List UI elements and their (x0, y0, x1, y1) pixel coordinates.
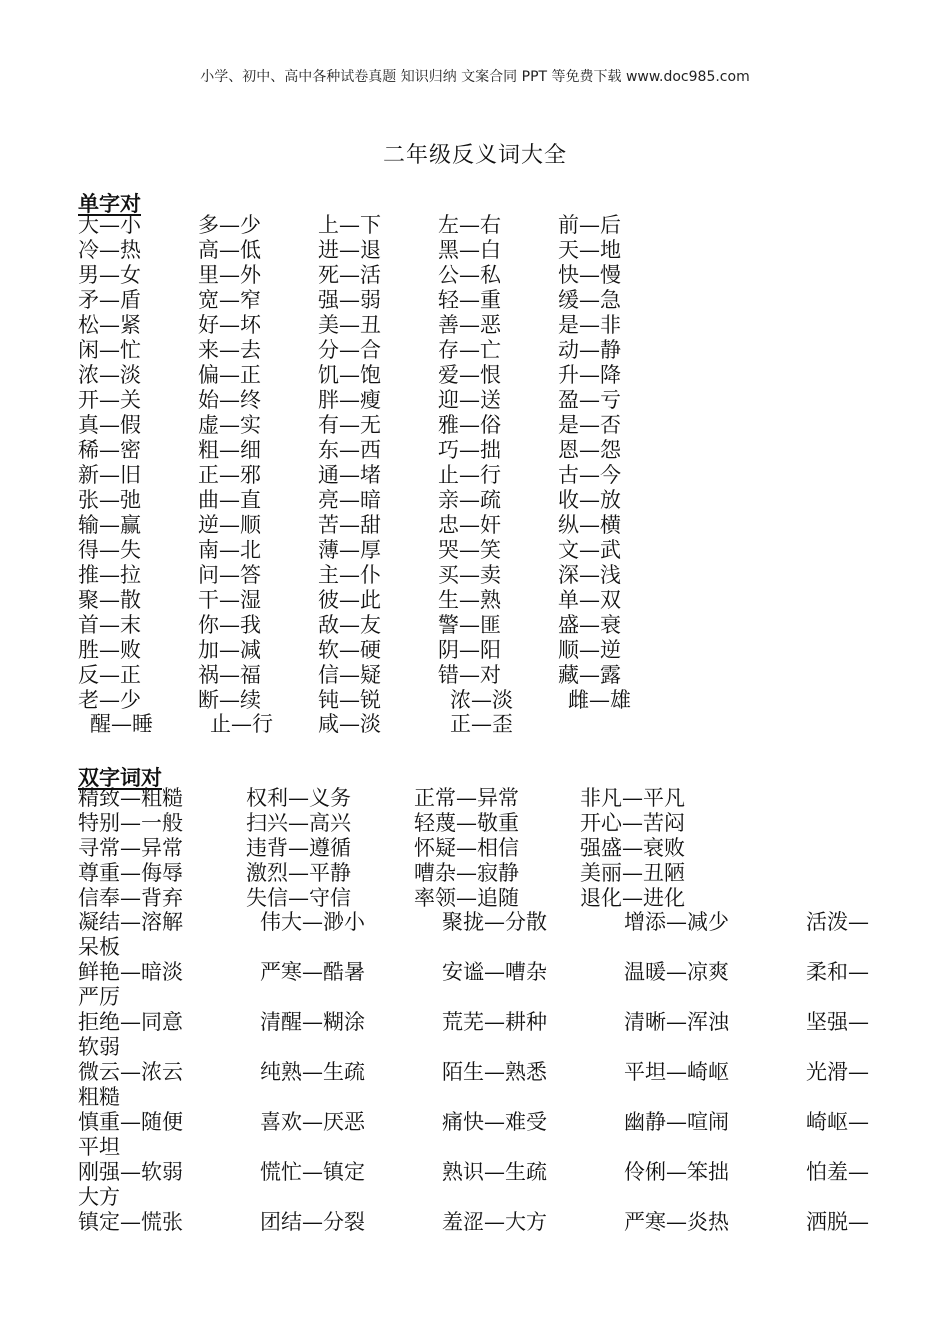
word-pair: 聚拢—分散 (442, 910, 547, 934)
word-pair: 是—非 (558, 313, 621, 337)
word-pair: 镇定—慌张 (78, 1210, 183, 1234)
section-heading-single: 单字对 (78, 191, 141, 216)
word-pair: 陌生—熟悉 (442, 1060, 547, 1084)
wrapped-word: 平坦 (78, 1135, 120, 1159)
word-pair: 问—答 (198, 563, 261, 587)
word-pair: 加—减 (198, 638, 261, 662)
word-pair: 光滑— (806, 1060, 869, 1084)
word-pair: 精致—粗糙 (78, 786, 183, 810)
word-pair: 寻常—异常 (78, 836, 183, 860)
word-pair: 清醒—糊涂 (260, 1010, 365, 1034)
word-pair: 激烈—平静 (246, 861, 351, 885)
word-pair: 失信—守信 (246, 886, 351, 910)
word-pair: 缓—急 (558, 288, 621, 312)
word-pair: 权利—义务 (246, 786, 351, 810)
word-pair: 洒脱— (806, 1210, 869, 1234)
word-pair: 清晰—浑浊 (624, 1010, 729, 1034)
word-pair: 老—少 (78, 688, 141, 712)
word-pair: 信—疑 (318, 663, 381, 687)
word-pair: 有—无 (318, 413, 381, 437)
word-pair: 鲜艳—暗淡 (78, 960, 183, 984)
word-pair: 上—下 (318, 213, 381, 237)
word-pair: 信奉—背弃 (78, 886, 183, 910)
word-pair: 彼—此 (318, 588, 381, 612)
word-pair: 胜—败 (78, 638, 141, 662)
word-pair: 崎岖— (806, 1110, 869, 1134)
word-pair: 止—行 (210, 712, 273, 736)
word-pair: 主—仆 (318, 563, 381, 587)
word-pair: 高—低 (198, 238, 261, 262)
word-pair: 苦—甜 (318, 513, 381, 537)
word-pair: 南—北 (198, 538, 261, 562)
word-pair: 伶俐—笨拙 (624, 1160, 729, 1184)
word-pair: 稀—密 (78, 438, 141, 462)
word-pair: 正常—异常 (414, 786, 519, 810)
word-pair: 轻—重 (438, 288, 501, 312)
word-pair: 坚强— (806, 1010, 869, 1034)
word-pair: 东—西 (318, 438, 381, 462)
word-pair: 藏—露 (558, 663, 621, 687)
word-pair: 死—活 (318, 263, 381, 287)
word-pair: 增添—减少 (624, 910, 729, 934)
word-pair: 雅—俗 (438, 413, 501, 437)
word-pair: 伟大—渺小 (260, 910, 365, 934)
word-pair: 通—堵 (318, 463, 381, 487)
word-pair: 里—外 (198, 263, 261, 287)
word-pair: 始—终 (198, 388, 261, 412)
word-pair: 痛快—难受 (442, 1110, 547, 1134)
word-pair: 强盛—衰败 (580, 836, 685, 860)
word-pair: 严寒—炎热 (624, 1210, 729, 1234)
word-pair: 特别—一般 (78, 811, 183, 835)
word-pair: 迎—送 (438, 388, 501, 412)
word-pair: 分—合 (318, 338, 381, 362)
word-pair: 闲—忙 (78, 338, 141, 362)
word-pair: 大—小 (78, 213, 141, 237)
word-pair: 反—正 (78, 663, 141, 687)
wrapped-word: 呆板 (78, 935, 120, 959)
word-pair: 雌—雄 (568, 688, 631, 712)
word-pair: 胖—瘦 (318, 388, 381, 412)
word-pair: 恩—怨 (558, 438, 621, 462)
word-pair: 薄—厚 (318, 538, 381, 562)
word-pair: 醒—睡 (90, 712, 153, 736)
word-pair: 是—否 (558, 413, 621, 437)
word-pair: 张—弛 (78, 488, 141, 512)
word-pair: 哭—笑 (438, 538, 501, 562)
word-pair: 巧—拙 (438, 438, 501, 462)
wrapped-word: 大方 (78, 1185, 120, 1209)
word-pair: 顺—逆 (558, 638, 621, 662)
word-pair: 收—放 (558, 488, 621, 512)
word-pair: 逆—顺 (198, 513, 261, 537)
word-pair: 冷—热 (78, 238, 141, 262)
word-pair: 刚强—软弱 (78, 1160, 183, 1184)
word-pair: 男—女 (78, 263, 141, 287)
word-pair: 新—旧 (78, 463, 141, 487)
word-pair: 阴—阳 (438, 638, 501, 662)
word-pair: 升—降 (558, 363, 621, 387)
word-pair: 轻蔑—敬重 (414, 811, 519, 835)
word-pair: 好—坏 (198, 313, 261, 337)
word-pair: 率领—追随 (414, 886, 519, 910)
word-pair: 亮—暗 (318, 488, 381, 512)
word-pair: 多—少 (198, 213, 261, 237)
word-pair: 爱—恨 (438, 363, 501, 387)
word-pair: 松—紧 (78, 313, 141, 337)
word-pair: 安谧—嘈杂 (442, 960, 547, 984)
word-pair: 粗—细 (198, 438, 261, 462)
word-pair: 正—歪 (450, 712, 513, 736)
word-pair: 存—亡 (438, 338, 501, 362)
word-pair: 善—恶 (438, 313, 501, 337)
word-pair: 羞涩—大方 (442, 1210, 547, 1234)
word-pair: 单—双 (558, 588, 621, 612)
word-pair: 开心—苦闷 (580, 811, 685, 835)
word-pair: 左—右 (438, 213, 501, 237)
word-pair: 活泼— (806, 910, 869, 934)
word-pair: 微云—浓云 (78, 1060, 183, 1084)
word-pair: 偏—正 (198, 363, 261, 387)
word-pair: 祸—福 (198, 663, 261, 687)
word-pair: 警—匪 (438, 613, 501, 637)
word-pair: 钝—锐 (318, 688, 381, 712)
word-pair: 幽静—喧闹 (624, 1110, 729, 1134)
word-pair: 黑—白 (438, 238, 501, 262)
word-pair: 温暖—凉爽 (624, 960, 729, 984)
word-pair: 严寒—酷暑 (260, 960, 365, 984)
word-pair: 动—静 (558, 338, 621, 362)
word-pair: 干—湿 (198, 588, 261, 612)
word-pair: 非凡—平凡 (580, 786, 685, 810)
word-pair: 拒绝—同意 (78, 1010, 183, 1034)
word-pair: 平坦—崎岖 (624, 1060, 729, 1084)
word-pair: 你—我 (198, 613, 261, 637)
word-pair: 强—弱 (318, 288, 381, 312)
word-pair: 生—熟 (438, 588, 501, 612)
word-pair: 忠—奸 (438, 513, 501, 537)
wrapped-word: 软弱 (78, 1035, 120, 1059)
word-pair: 喜欢—厌恶 (260, 1110, 365, 1134)
word-pair: 纯熟—生疏 (260, 1060, 365, 1084)
word-pair: 慌忙—镇定 (260, 1160, 365, 1184)
word-pair: 深—浅 (558, 563, 621, 587)
word-pair: 怕羞— (806, 1160, 869, 1184)
word-pair: 敌—友 (318, 613, 381, 637)
word-pair: 天—地 (558, 238, 621, 262)
word-pair: 慎重—随便 (78, 1110, 183, 1134)
word-pair: 饥—饱 (318, 363, 381, 387)
word-pair: 软—硬 (318, 638, 381, 662)
word-pair: 柔和— (806, 960, 869, 984)
word-pair: 文—武 (558, 538, 621, 562)
word-pair: 浓—淡 (78, 363, 141, 387)
word-pair: 熟识—生疏 (442, 1160, 547, 1184)
word-pair: 断—续 (198, 688, 261, 712)
word-pair: 真—假 (78, 413, 141, 437)
word-pair: 曲—直 (198, 488, 261, 512)
word-pair: 古—今 (558, 463, 621, 487)
wrapped-word: 严厉 (78, 985, 120, 1009)
word-pair: 怀疑—相信 (414, 836, 519, 860)
word-pair: 荒芜—耕种 (442, 1010, 547, 1034)
word-pair: 退化—进化 (580, 886, 685, 910)
word-pair: 聚—散 (78, 588, 141, 612)
word-pair: 得—失 (78, 538, 141, 562)
word-pair: 正—邪 (198, 463, 261, 487)
word-pair: 美—丑 (318, 313, 381, 337)
word-pair: 纵—横 (558, 513, 621, 537)
word-pair: 咸—淡 (318, 712, 381, 736)
word-pair: 盛—衰 (558, 613, 621, 637)
word-pair: 输—赢 (78, 513, 141, 537)
word-pair: 尊重—侮辱 (78, 861, 183, 885)
word-pair: 矛—盾 (78, 288, 141, 312)
word-pair: 凝结—溶解 (78, 910, 183, 934)
word-pair: 浓—淡 (450, 688, 513, 712)
word-pair: 首—末 (78, 613, 141, 637)
word-pair: 进—退 (318, 238, 381, 262)
word-pair: 盈—亏 (558, 388, 621, 412)
word-pair: 违背—遵循 (246, 836, 351, 860)
page-title: 二年级反义词大全 (382, 143, 567, 168)
section-heading-double: 双字词对 (78, 765, 162, 790)
word-pair: 宽—窄 (198, 288, 261, 312)
page-header-banner: 小学、初中、高中各种试卷真题 知识归纳 文案合同 PPT 等免费下载 www.doc985.com (200, 69, 750, 85)
word-pair: 来—去 (198, 338, 261, 362)
word-pair: 快—慢 (558, 263, 621, 287)
word-pair: 虚—实 (198, 413, 261, 437)
wrapped-word: 粗糙 (78, 1085, 120, 1109)
word-pair: 亲—疏 (438, 488, 501, 512)
word-pair: 推—拉 (78, 563, 141, 587)
word-pair: 买—卖 (438, 563, 501, 587)
word-pair: 前—后 (558, 213, 621, 237)
word-pair: 公—私 (438, 263, 501, 287)
word-pair: 嘈杂—寂静 (414, 861, 519, 885)
word-pair: 美丽—丑陋 (580, 861, 685, 885)
word-pair: 扫兴—高兴 (246, 811, 351, 835)
word-pair: 团结—分裂 (260, 1210, 365, 1234)
word-pair: 止—行 (438, 463, 501, 487)
word-pair: 错—对 (438, 663, 501, 687)
word-pair: 开—关 (78, 388, 141, 412)
